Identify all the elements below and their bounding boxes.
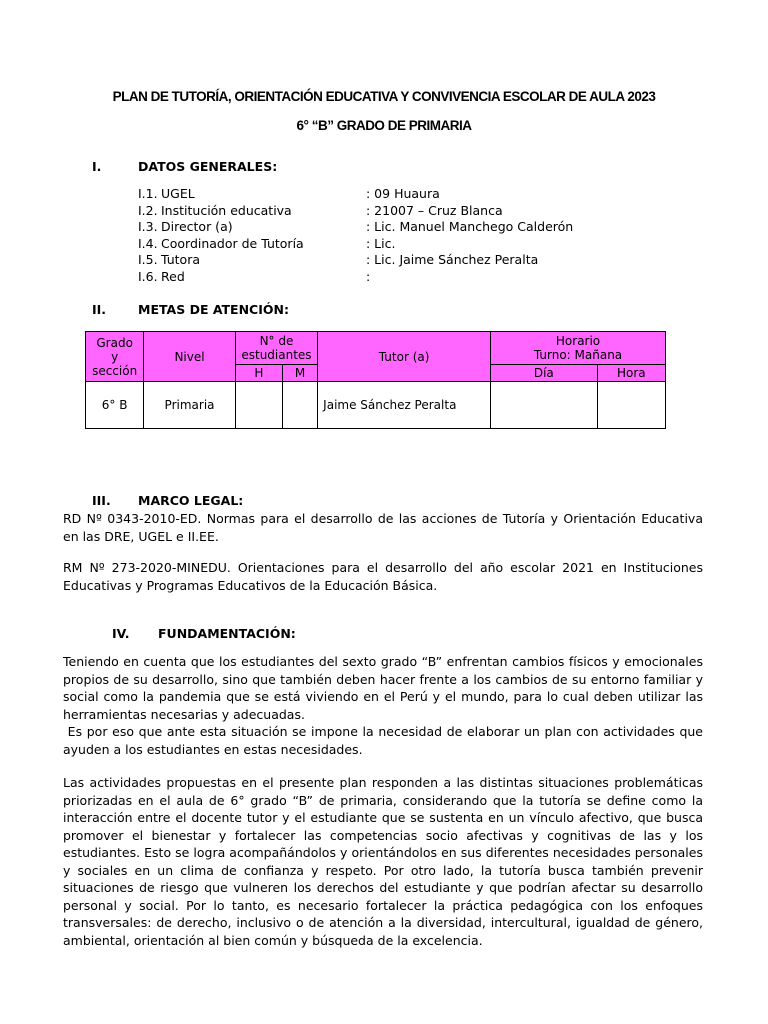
section-number: III. [92,493,111,508]
datos-row-director [138,219,738,235]
row-code: I.5. [138,252,158,267]
paragraph: RM Nº 273-2020-MINEDU. Orientaciones para el desarrollo del año escolar 2021 en Instituciones Educativas y Programas Educativos de la Educación Básica. [63,560,703,593]
row-value: : Lic. Jaime Sánchez Peralta [366,252,539,267]
row-code: I.4. [138,236,158,251]
cell-grado: 6° B [86,382,144,429]
paragraph: Teniendo en cuenta que los estudiantes del sexto grado “B” enfrentan cambios físicos y emocionales propios de su desarrollo, sino que también deben hacer frente a los cambios de su entorno familiar y social como la pandemia que se está viviendo en el Perú y el mundo, para lo cual deben utilizar las herramientas necesarias y adecuadas. [63,654,703,722]
header-line: Grado [96,335,133,350]
metas-table [85,331,666,429]
row-label: Coordinador de Tutoría [161,236,304,251]
paragraph: Las actividades propuestas en el presente plan responden a las distintas situaciones problemáticas priorizadas en el aula de 6° grado “B” de primaria, considerando que la tutoría se define como la interacción entre el docente tutor y el estudiante que se sustenta en un vínculo afectivo, que busca promover el bienestar y fortalecer las competencias socio afectivas y cognitivas de las y los estudiantes. Esto se logra acompañándolos y orientándolos en sus diferentes necesidades personales y sociales en un clima de confianza y respeto. Por otro lado, la tutoría busca también prevenir situaciones de riesgo que vulneren los derechos del estudiante y que podrían afectar su desarrollo personal y social. Por lo tanto, es necesario fortalecer la práctica pedagógica con los enfoques transversales: de derecho, inclusivo o de atención a la diversidad, intercultural, igualdad de género, ambiental, orientación al bien común y búsqueda de la excelencia. [63,775,703,948]
cell-tutor: Jaime Sánchez Peralta [318,382,491,429]
header-estudiantes [235,332,317,365]
header-hora: Hora [597,365,665,382]
section-title: METAS DE ATENCIÓN: [138,302,289,317]
header-nivel: Nivel [144,332,235,382]
datos-row-red [138,269,738,285]
section-fundamentacion-heading [112,626,296,641]
row-value: : 09 Huaura [366,186,440,201]
row-code: I.1. [138,186,158,201]
document-subtitle: 6° “B” GRADO DE PRIMARIA [296,118,472,133]
row-label: UGEL [161,186,195,201]
row-code: I.6. [138,269,158,284]
section-number: IV. [112,626,130,641]
datos-row-tutora [138,252,738,268]
cell-h [235,382,282,429]
row-code: I.2. [138,203,158,218]
header-line: y [111,349,119,364]
section-metas-heading [92,302,289,317]
fundamentacion-body-2 [63,774,703,949]
header-line: estudiantes [241,348,312,362]
header-line: sección [92,363,138,378]
row-value: : Lic. [366,236,396,251]
cell-m [283,382,318,429]
section-title: DATOS GENERALES: [138,159,278,174]
row-value: : 21007 – Cruz Blanca [366,203,503,218]
section-number: I. [92,159,102,174]
paragraph: RD Nº 0343-2010-ED. Normas para el desarrollo de las acciones de Tutoría y Orientación Educativa en las DRE, UGEL e II.EE. [63,511,703,544]
marco-legal-body [63,510,703,545]
row-code: I.3. [138,219,158,234]
section-datos-generales-heading [92,159,277,174]
cell-hora [597,382,665,429]
section-title: FUNDAMENTACIÓN: [158,626,296,641]
header-tutor: Tutor (a) [318,332,491,382]
datos-row-ugel [138,186,738,202]
header-line: Turno: Mañana [533,348,623,362]
datos-row-coordinador [138,236,738,252]
header-m: M [283,365,318,382]
header-dia: Día [491,365,598,382]
cell-dia [491,382,598,429]
section-number: II. [92,302,107,317]
cell-nivel: Primaria [144,382,235,429]
header-grado [86,332,144,382]
fundamentacion-body-1 [63,653,707,758]
section-marco-legal-heading [92,493,243,508]
row-label: Director (a) [161,219,233,234]
table-row [86,382,666,429]
row-label: Red [161,269,185,284]
paragraph: Es por eso que ante esta situación se impone la necesidad de elaborar un plan con actividades que ayuden a los estudiantes en estas necesidades. [63,724,707,757]
row-value: : Lic. Manuel Manchego Calderón [366,219,574,234]
header-line: Horario [555,334,601,348]
header-line: N° de [259,334,294,348]
marco-legal-body-2 [63,559,703,594]
row-value: : [366,269,371,284]
section-title: MARCO LEGAL: [138,493,244,508]
row-label: Tutora [161,252,201,267]
header-h: H [235,365,282,382]
document-title: PLAN DE TUTORÍA, ORIENTACIÓN EDUCATIVA Y CONVIVENCIA ESCOLAR DE AULA 2023 [112,89,656,104]
header-horario [491,332,666,365]
datos-row-institucion [138,203,738,219]
row-label: Institución educativa [161,203,292,218]
